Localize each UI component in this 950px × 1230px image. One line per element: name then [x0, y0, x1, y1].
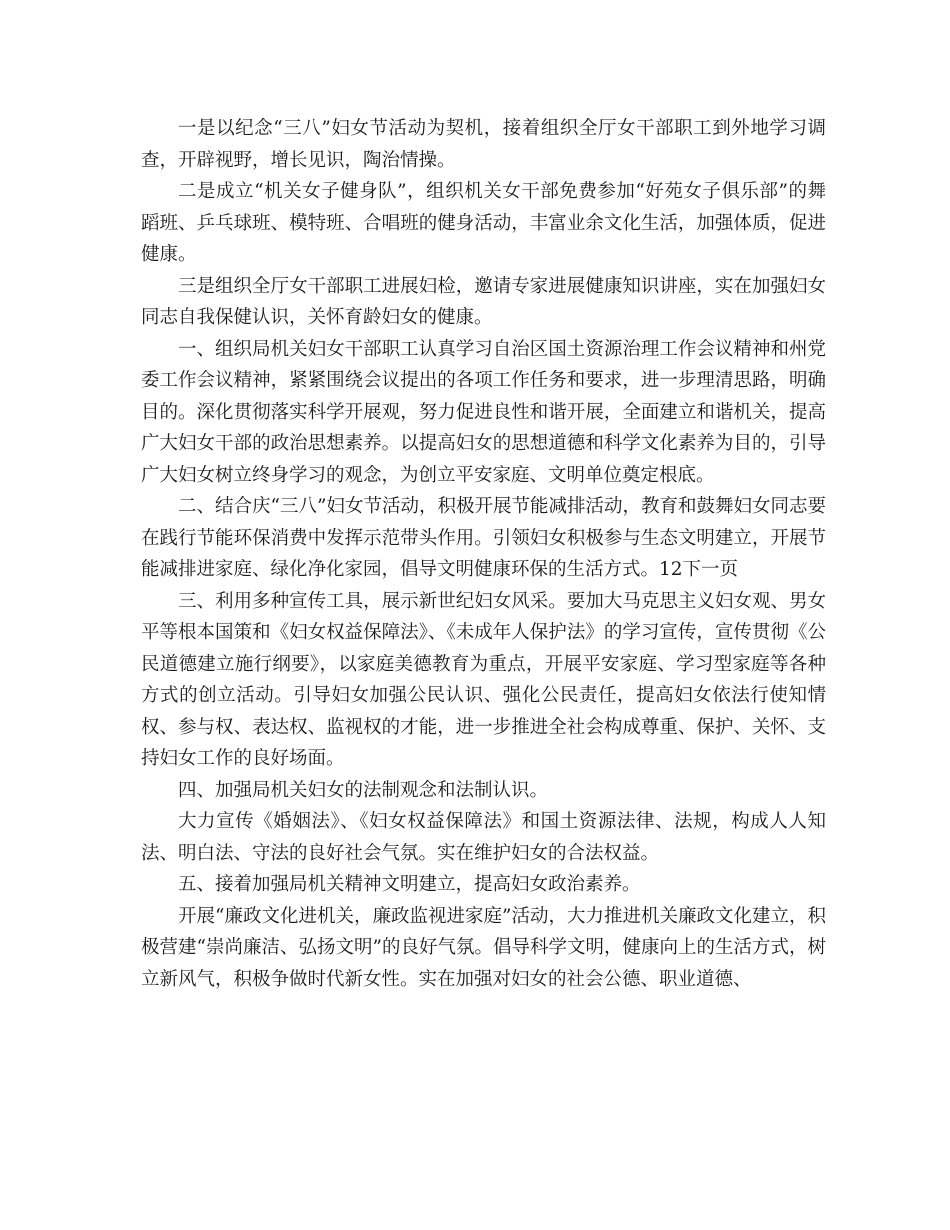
document-body [141, 113, 826, 995]
paragraph: 一是以纪念“三八”妇女节活动为契机，接着组织全厅女干部职工到外地学习调查，开辟视野，增长见识，陶治情操。 [141, 118, 826, 171]
paragraph: 三、利用多种宣传工具，展示新世纪妇女风采。要加大马克思主义妇女观、男女平等根本国策和《妇女权益保障法》、《未成年人保护法》的学习宣传，宣传贯彻《公民道德建立施行纲要》，以家庭美德教育为重点，开展平安家庭、学习型家庭等各种方式的创立活动。引导妇女加强公民认识、强化公民责任，提高妇女依法行使知情权、参与权、表达权、监视权的才能，进一步推进全社会构成尊重、保护、关怀、支持妇女工作的良好场面。 [141, 590, 826, 769]
paragraph: 二是成立“机关女子健身队”，组织机关女干部免费参加“好苑女子俱乐部”的舞蹈班、乒乓球班、模特班、合唱班的健身活动，丰富业余文化生活，加强体质，促进健康。 [141, 181, 826, 265]
paragraph: 开展“廉政文化进机关，廉政监视进家庭”活动，大力推进机关廉政文化建立，积极营建“崇尚廉洁、弘扬文明”的良好气氛。倡导科学文明，健康向上的生活方式，树立新风气，积极争做时代新女性。实在加强对妇女的社会公德、职业道德、 [141, 905, 826, 990]
paragraph: 二、结合庆“三八”妇女节活动，积极开展节能减排活动，教育和鼓舞妇女同志要在践行节能环保消费中发挥示范带头作用。引领妇女积极参与生态文明建立，开展节能减排进家庭、绿化净化家园，倡导文明健康环保的生活方式。12下一页 [141, 496, 826, 580]
paragraph: 五、接着加强局机关精神文明建立，提高妇女政治素养。 [178, 874, 641, 895]
paragraph: 三是组织全厅女干部职工进展妇检，邀请专家进展健康知识讲座，实在加强妇女同志自我保健认识，关怀育龄妇女的健康。 [141, 275, 826, 328]
paragraph: 大力宣传《婚姻法》、《妇女权益保障法》和国土资源法律、法规，构成人人知法、明白法、守法的良好社会气氛。实在维护妇女的合法权益。 [141, 811, 826, 864]
paragraph: 四、加强局机关妇女的法制观念和法制认识。 [178, 779, 549, 801]
paragraph: 一、组织局机关妇女干部职工认真学习自治区国土资源治理工作会议精神和州党委工作会议精神，紧紧围绕会议提出的各项工作任务和要求，进一步理清思路，明确目的。深化贯彻落实科学开展观，努力促进良性和谐开展，全面建立和谐机关，提高广大妇女干部的政治思想素养。以提高妇女的思想道德和科学文化素养为目的，引导广大妇女树立终身学习的观念，为创立平安家庭、文明单位奠定根底。 [141, 338, 826, 486]
